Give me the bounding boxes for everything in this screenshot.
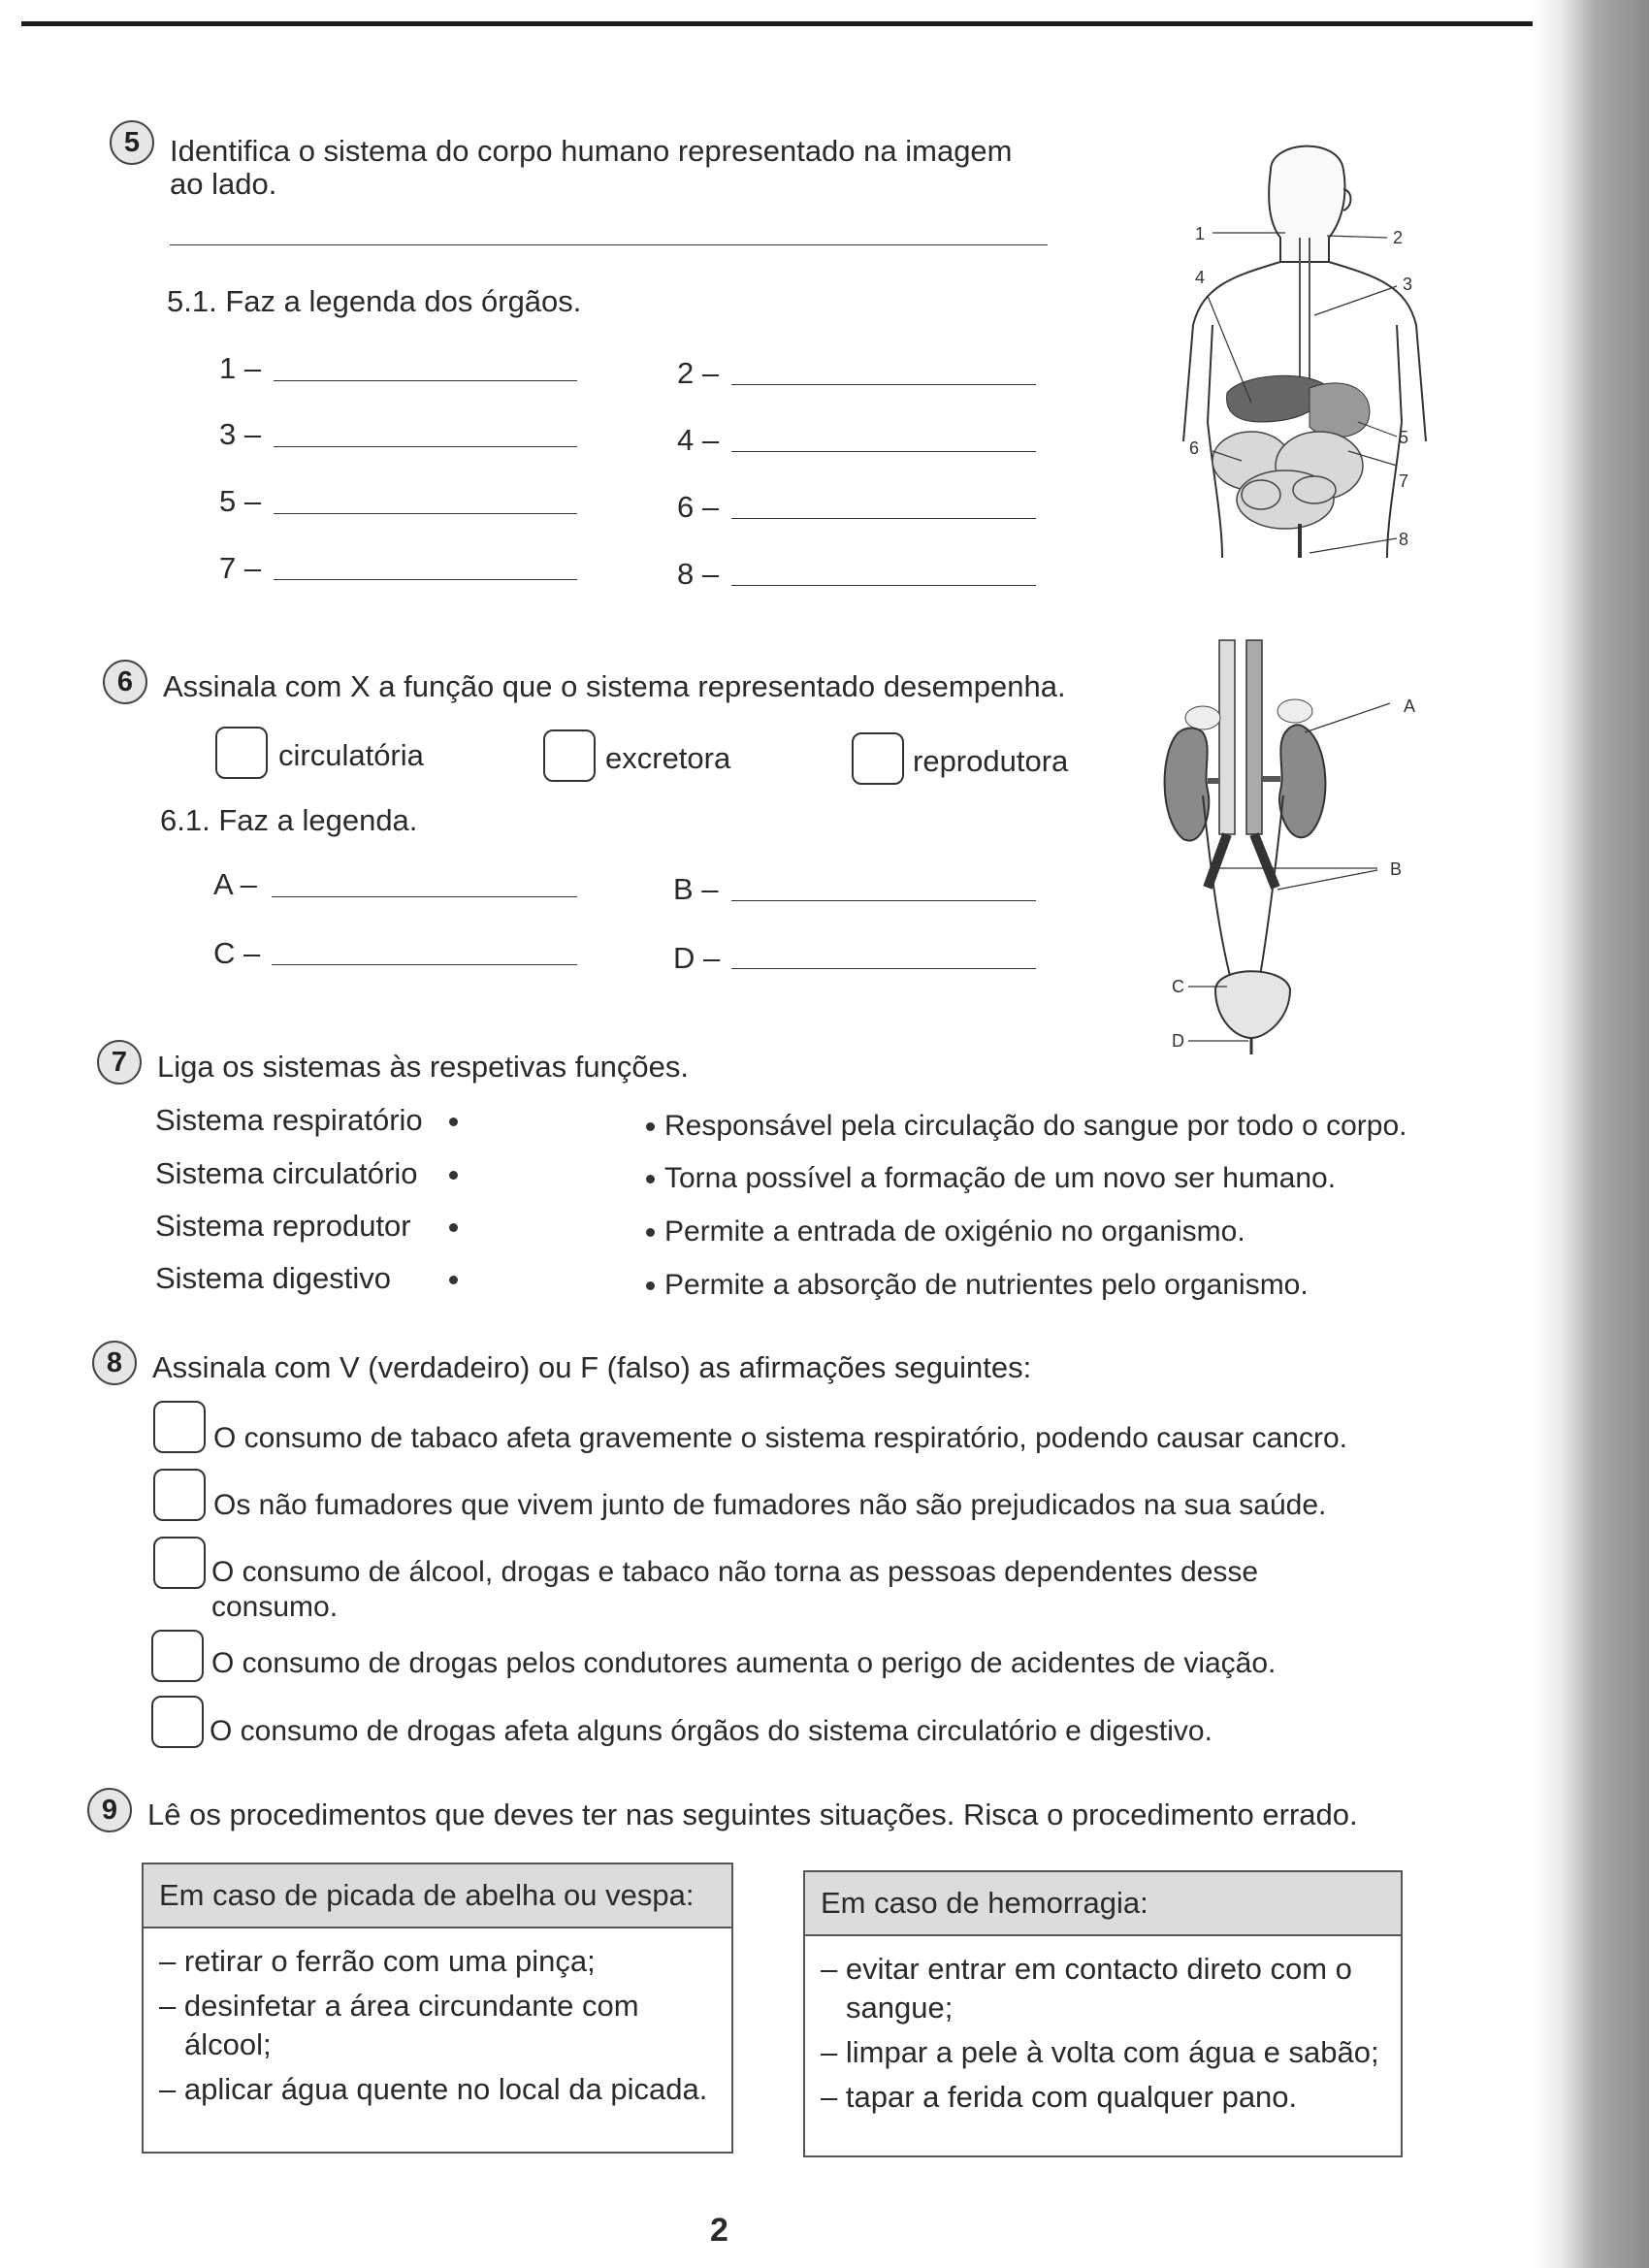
question-7-number: 7 — [97, 1040, 142, 1085]
statement-3-continuation: consumo. — [211, 1591, 339, 1623]
page-number: 2 — [710, 2212, 728, 2249]
function-dot-1[interactable] — [646, 1122, 655, 1131]
function-3: Permite a entrada de oxigénio no organismo. — [664, 1215, 1245, 1247]
card-hemorragia-item-2[interactable]: – limpar a pele à volta com água e sabão; — [821, 2035, 1379, 2069]
checkbox-statement-4[interactable] — [151, 1630, 204, 1682]
legend-line-4[interactable] — [731, 451, 1036, 452]
function-1: Responsável pela circulação do sangue por todo o corpo. — [664, 1110, 1407, 1142]
statement-3: O consumo de álcool, drogas e tabaco não torna as pessoas dependentes desse — [211, 1556, 1259, 1588]
legend-label-D: D – — [673, 941, 721, 975]
card-picada-item-1[interactable]: – retirar o ferrão com uma pinça; — [159, 1944, 596, 1978]
figure-label-7: 7 — [1399, 471, 1409, 491]
function-dot-2[interactable] — [646, 1175, 655, 1183]
figure-label-1: 1 — [1195, 224, 1206, 243]
card-hemorragia — [803, 1870, 1403, 2157]
question-9-text: Lê os procedimentos que deves ter nas seguintes situações. Risca o procedimento errado. — [147, 1798, 1358, 1831]
checkbox-excretora[interactable] — [543, 729, 596, 782]
digestive-system-figure — [1154, 131, 1445, 577]
function-2: Torna possível a formação de um novo ser humano. — [664, 1162, 1337, 1194]
legend-line-B[interactable] — [731, 900, 1036, 901]
option-circulatoria: circulatória — [278, 738, 424, 772]
function-dot-4[interactable] — [646, 1281, 655, 1290]
figure-label-5: 5 — [1399, 428, 1409, 447]
legend-line-7[interactable] — [274, 579, 577, 580]
system-reprodutor: Sistema reprodutor — [155, 1209, 411, 1243]
system-dot-3[interactable] — [449, 1223, 458, 1232]
legend-label-5: 5 – — [219, 484, 262, 518]
system-dot-4[interactable] — [449, 1276, 458, 1284]
figure-label-3: 3 — [1403, 275, 1413, 294]
figure-label-8: 8 — [1399, 530, 1409, 549]
question-5-text-line2: ao lado. — [170, 167, 277, 201]
question-8-text: Assinala com V (verdadeiro) ou F (falso) as afirmações seguintes: — [152, 1350, 1032, 1384]
question-7-text: Liga os sistemas às respetivas funções. — [157, 1050, 689, 1084]
system-circulatorio: Sistema circulatório — [155, 1156, 418, 1190]
system-respiratorio: Sistema respiratório — [155, 1103, 423, 1137]
figure-label-D: D — [1172, 1031, 1184, 1051]
question-6-1-text: 6.1. Faz a legenda. — [160, 803, 418, 837]
figure-label-C: C — [1172, 977, 1184, 996]
checkbox-statement-1[interactable] — [153, 1401, 206, 1453]
legend-line-D[interactable] — [731, 968, 1036, 969]
statement-4: O consumo de drogas pelos condutores aumenta o perigo de acidentes de viação. — [211, 1647, 1277, 1679]
checkbox-statement-2[interactable] — [153, 1469, 206, 1521]
statement-2: Os não fumadores que vivem junto de fumadores não são prejudicados na sua saúde. — [213, 1489, 1327, 1521]
legend-line-5[interactable] — [274, 513, 577, 514]
legend-line-1[interactable] — [274, 380, 577, 381]
figure-label-2: 2 — [1393, 228, 1404, 247]
statement-1: O consumo de tabaco afeta gravemente o sistema respiratório, podendo causar cancro. — [213, 1422, 1347, 1454]
function-dot-3[interactable] — [646, 1228, 655, 1237]
option-reprodutora: reprodutora — [913, 744, 1069, 778]
question-5-1-text: 5.1. Faz a legenda dos órgãos. — [167, 284, 582, 318]
legend-line-8[interactable] — [731, 585, 1036, 586]
card-hemorragia-item-3[interactable]: – tapar a ferida com qualquer pano. — [821, 2080, 1298, 2114]
function-4: Permite a absorção de nutrientes pelo organismo. — [664, 1269, 1309, 1301]
question-5-answer-line[interactable] — [170, 244, 1048, 245]
option-excretora: excretora — [605, 741, 731, 775]
legend-label-2: 2 – — [677, 356, 720, 390]
card-picada — [142, 1863, 733, 2154]
checkbox-reprodutora[interactable] — [852, 732, 904, 785]
legend-label-7: 7 – — [219, 551, 262, 585]
legend-label-B: B – — [673, 872, 719, 906]
checkbox-circulatoria[interactable] — [215, 727, 268, 779]
card-hemorragia-item-1[interactable]: – evitar entrar em contacto direto com o sangue; — [821, 1952, 1352, 2025]
question-8-number: 8 — [92, 1341, 137, 1385]
page-top-edge — [21, 21, 1632, 26]
legend-label-3: 3 – — [219, 417, 262, 451]
legend-line-C[interactable] — [272, 964, 577, 965]
question-9-number: 9 — [87, 1788, 132, 1832]
legend-label-6: 6 – — [677, 490, 720, 524]
legend-label-1: 1 – — [219, 351, 262, 385]
card-hemorragia-title: Em caso de hemorragia: — [805, 1872, 1401, 1936]
figure-label-6: 6 — [1189, 438, 1200, 458]
card-picada-item-3[interactable]: – aplicar água quente no local da picada. — [159, 2072, 708, 2106]
question-5-text-line1: Identifica o sistema do corpo humano representado na imagem — [170, 134, 1013, 168]
legend-label-4: 4 – — [677, 423, 720, 457]
legend-line-2[interactable] — [731, 384, 1036, 385]
legend-label-A: A – — [213, 867, 257, 901]
legend-label-8: 8 – — [677, 557, 720, 591]
figure-label-4: 4 — [1195, 268, 1206, 287]
legend-line-A[interactable] — [272, 896, 577, 897]
system-dot-1[interactable] — [449, 1118, 458, 1126]
urinary-system-figure — [1159, 635, 1431, 1062]
legend-label-C: C – — [213, 936, 261, 970]
question-6-text: Assinala com X a função que o sistema representado desempenha. — [163, 669, 1066, 703]
figure-label-A: A — [1404, 697, 1416, 716]
book-spine-shadow — [1533, 0, 1649, 2268]
system-digestivo: Sistema digestivo — [155, 1261, 391, 1295]
system-dot-2[interactable] — [449, 1171, 458, 1180]
card-picada-item-2[interactable]: – desinfetar a área circundante com álcool; — [159, 1989, 639, 2061]
checkbox-statement-3[interactable] — [153, 1537, 206, 1589]
figure-label-B: B — [1390, 859, 1403, 879]
statement-5: O consumo de drogas afeta alguns órgãos do sistema circulatório e digestivo. — [210, 1715, 1212, 1747]
question-5-number: 5 — [110, 120, 154, 165]
checkbox-statement-5[interactable] — [151, 1696, 204, 1748]
legend-line-3[interactable] — [274, 446, 577, 447]
card-picada-title: Em caso de picada de abelha ou vespa: — [144, 1864, 731, 1928]
legend-line-6[interactable] — [731, 518, 1036, 519]
question-6-number: 6 — [103, 660, 147, 704]
